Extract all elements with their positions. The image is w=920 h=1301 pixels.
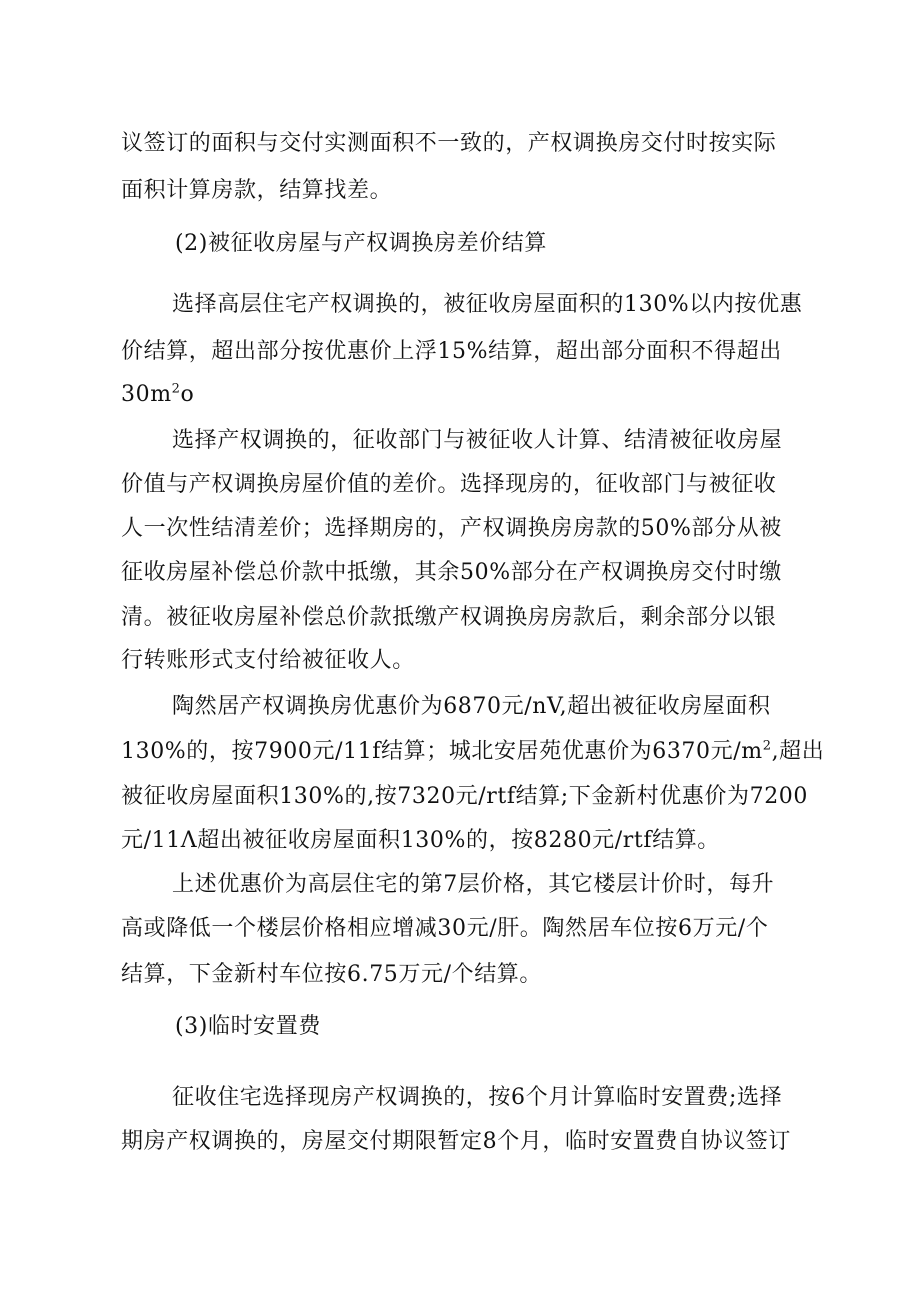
paragraph-line: 价值与产权调换房屋价值的差价。选择现房的，征收部门与被征收 — [121, 472, 777, 497]
paragraph-line: 征收住宅选择现房产权调换的，按6个月计算临时安置费;选择 — [172, 1085, 783, 1110]
paragraph-line: 上述优惠价为高层住宅的第7层价格，其它楼层计价时，每升 — [172, 872, 775, 897]
paragraph-line: 陶然居产权调换房优惠价为6870元/nV,超出被征收房屋面积 — [172, 694, 771, 719]
paragraph-line: 面积计算房款，结算找差。 — [121, 178, 393, 203]
trailing-char: o — [180, 382, 195, 407]
paragraph-line — [121, 737, 825, 767]
paragraph-line: 选择产权调换的，征收部门与被征收人计算、结清被征收房屋 — [172, 428, 783, 453]
paragraph-line — [121, 380, 801, 410]
paragraph-line: 选择高层住宅产权调换的，被征收房屋面积的130%以内按优惠 — [172, 292, 803, 317]
superscript-2: 2 — [762, 738, 772, 754]
section-heading-2: (2)被征收房屋与产权调换房差价结算 — [175, 231, 547, 256]
paragraph-line: 高或降低一个楼层价格相应增减30元/肝。陶然居车位按6万元/个 — [121, 916, 769, 941]
paragraph-line: 期房产权调换的，房屋交付期限暂定8个月，临时安置费自协议签订 — [121, 1129, 791, 1154]
paragraph-line: 价结算，超出部分按优惠价上浮15%结算，超出部分面积不得超出 — [121, 339, 782, 364]
area-value: 30m — [121, 382, 172, 407]
paragraph-line: 结算，下金新村车位按6.75万元/个结算。 — [121, 962, 542, 987]
paragraph-line: 行转账形式支付给被征收人。 — [121, 648, 415, 673]
section-heading-3: (3)临时安置费 — [175, 1014, 321, 1039]
paragraph-line: 被征收房屋面积130%的,按7320元/rtf结算;下金新村优惠价为7200 — [121, 784, 808, 809]
superscript-2: 2 — [171, 381, 181, 397]
paragraph-line: 人一次性结清差价；选择期房的，产权调换房房款的50%部分从被 — [121, 516, 782, 541]
paragraph-line: 征收房屋补偿总价款中抵缴，其余50%部分在产权调换房交付时缴 — [121, 560, 782, 585]
paragraph-line: 议签订的面积与交付实测面积不一致的，产权调换房交付时按实际 — [121, 131, 777, 156]
line-tail: ,超出 — [771, 739, 825, 764]
line-text: 130%的，按7900元/11f结算；城北安居苑优惠价为6370元/m — [121, 739, 763, 764]
paragraph-line: 元/11Λ超出被征收房屋面积130%的，按8280元/rtf结算。 — [121, 828, 720, 853]
paragraph-line: 清。被征收房屋补偿总价款抵缴产权调换房房款后，剩余部分以银 — [121, 605, 777, 630]
